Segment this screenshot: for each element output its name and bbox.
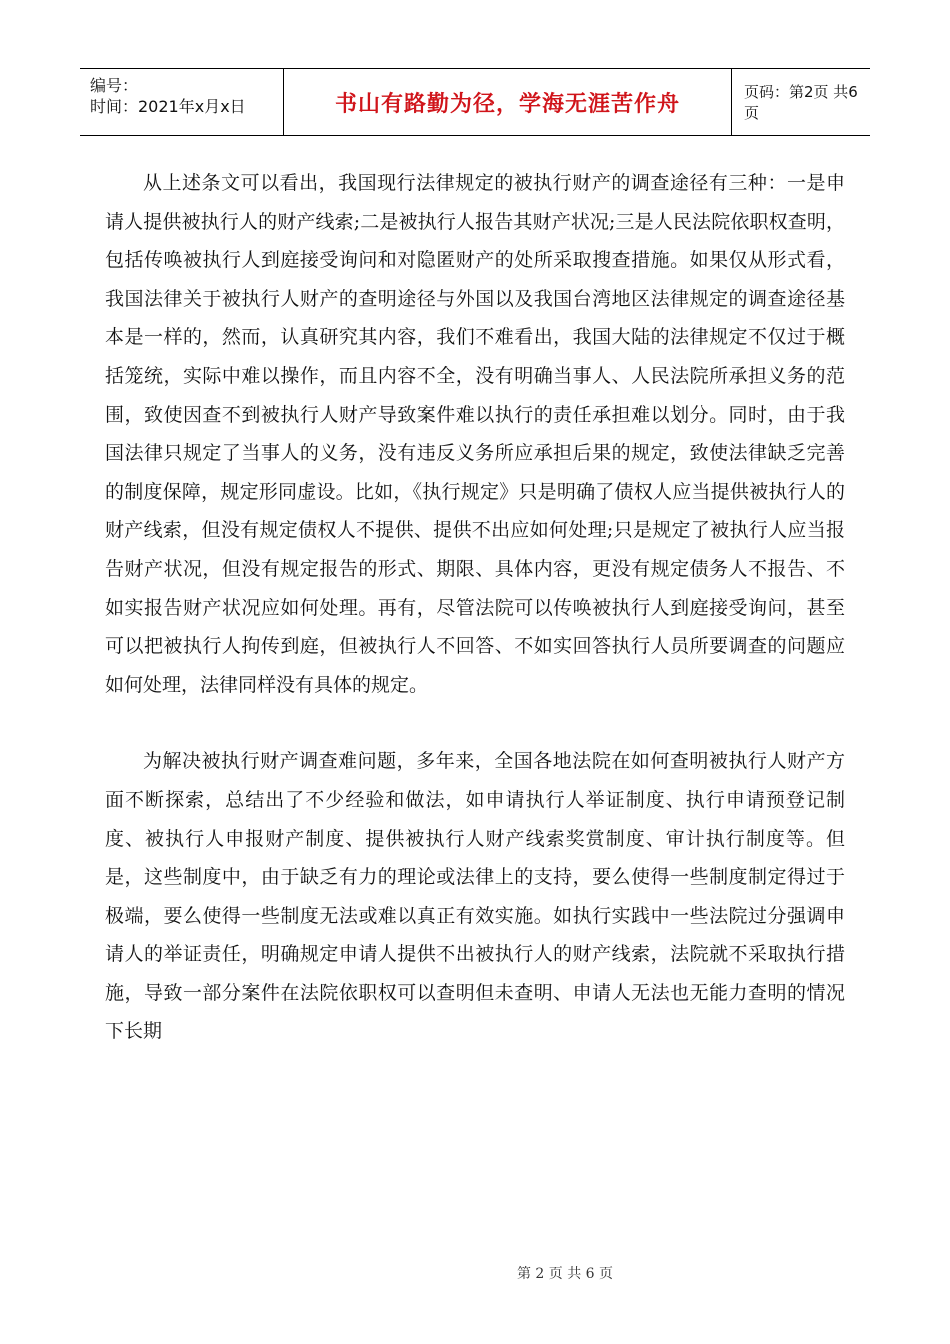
header-page-code-cell [732,69,870,135]
header-motto-cell [283,69,732,135]
document-time-label: 时间：2021年x月x日 [90,97,246,116]
page-footer: 第 2 页 共 6 页 [516,1266,614,1282]
header-page-code: 页码：第2页 共6页 [744,83,858,122]
document-body [105,164,845,1051]
header-motto: 书山有路勤为径，学海无涯苦作舟 [334,91,680,117]
document-number-label: 编号： [90,76,139,95]
document-header [80,68,870,136]
body-paragraph-1: 从上述条文可以看出，我国现行法律规定的被执行财产的调查途径有三种：一是申请人提供被执行人的财产线索;二是被执行人报告其财产状况;三是人民法院依职权查明，包括传唤被执行人到庭接受询问和对隐匿财产的处所采取搜查措施。如果仅从形式看，我国法律关于被执行人财产的查明途径与外国以及我国台湾地区法律规定的调查途径基本是一样的，然而，认真研究其内容，我们不难看出，我国大陆的法律规定不仅过于概括笼统，实际中难以操作，而且内容不全，没有明确当事人、人民法院所承担义务的范围，致使因查不到被执行人财产导致案件难以执行的责任承担难以划分。同时，由于我国法律只规定了当事人的义务，没有违反义务所应承担后果的规定，致使法律缺乏完善的制度保障，规定形同虚设。比如，《执行规定》只是明确了债权人应当提供被执行人的财产线索，但没有规定债权人不提供、提供不出应如何处理;只是规定了被执行人应当报告财产状况，但没有规定报告的形式、期限、具体内容，更没有规定债务人不报告、不如实报告财产状况应如何处理。再有，尽管法院可以传唤被执行人到庭接受询问，甚至可以把被执行人拘传到庭，但被执行人不回答、不如实回答执行人员所要调查的问题应如何处理，法律同样没有具体的规定。 [105,172,845,696]
body-paragraph-2: 为解决被执行财产调查难问题，多年来，全国各地法院在如何查明被执行人财产方面不断探索，总结出了不少经验和做法，如申请执行人举证制度、执行申请预登记制度、被执行人申报财产制度、提供被执行人财产线索奖赏制度、审计执行制度等。但是，这些制度中，由于缺乏有力的理论或法律上的支持，要么使得一些制度制定得过于极端，要么使得一些制度无法或难以真正有效实施。如执行实践中一些法院过分强调申请人的举证责任，明确规定申请人提供不出被执行人的财产线索，法院就不采取执行措施，导致一部分案件在法院依职权可以查明但未查明、申请人无法也无能力查明的情况下长期 [105,750,845,1043]
header-meta [80,69,283,135]
